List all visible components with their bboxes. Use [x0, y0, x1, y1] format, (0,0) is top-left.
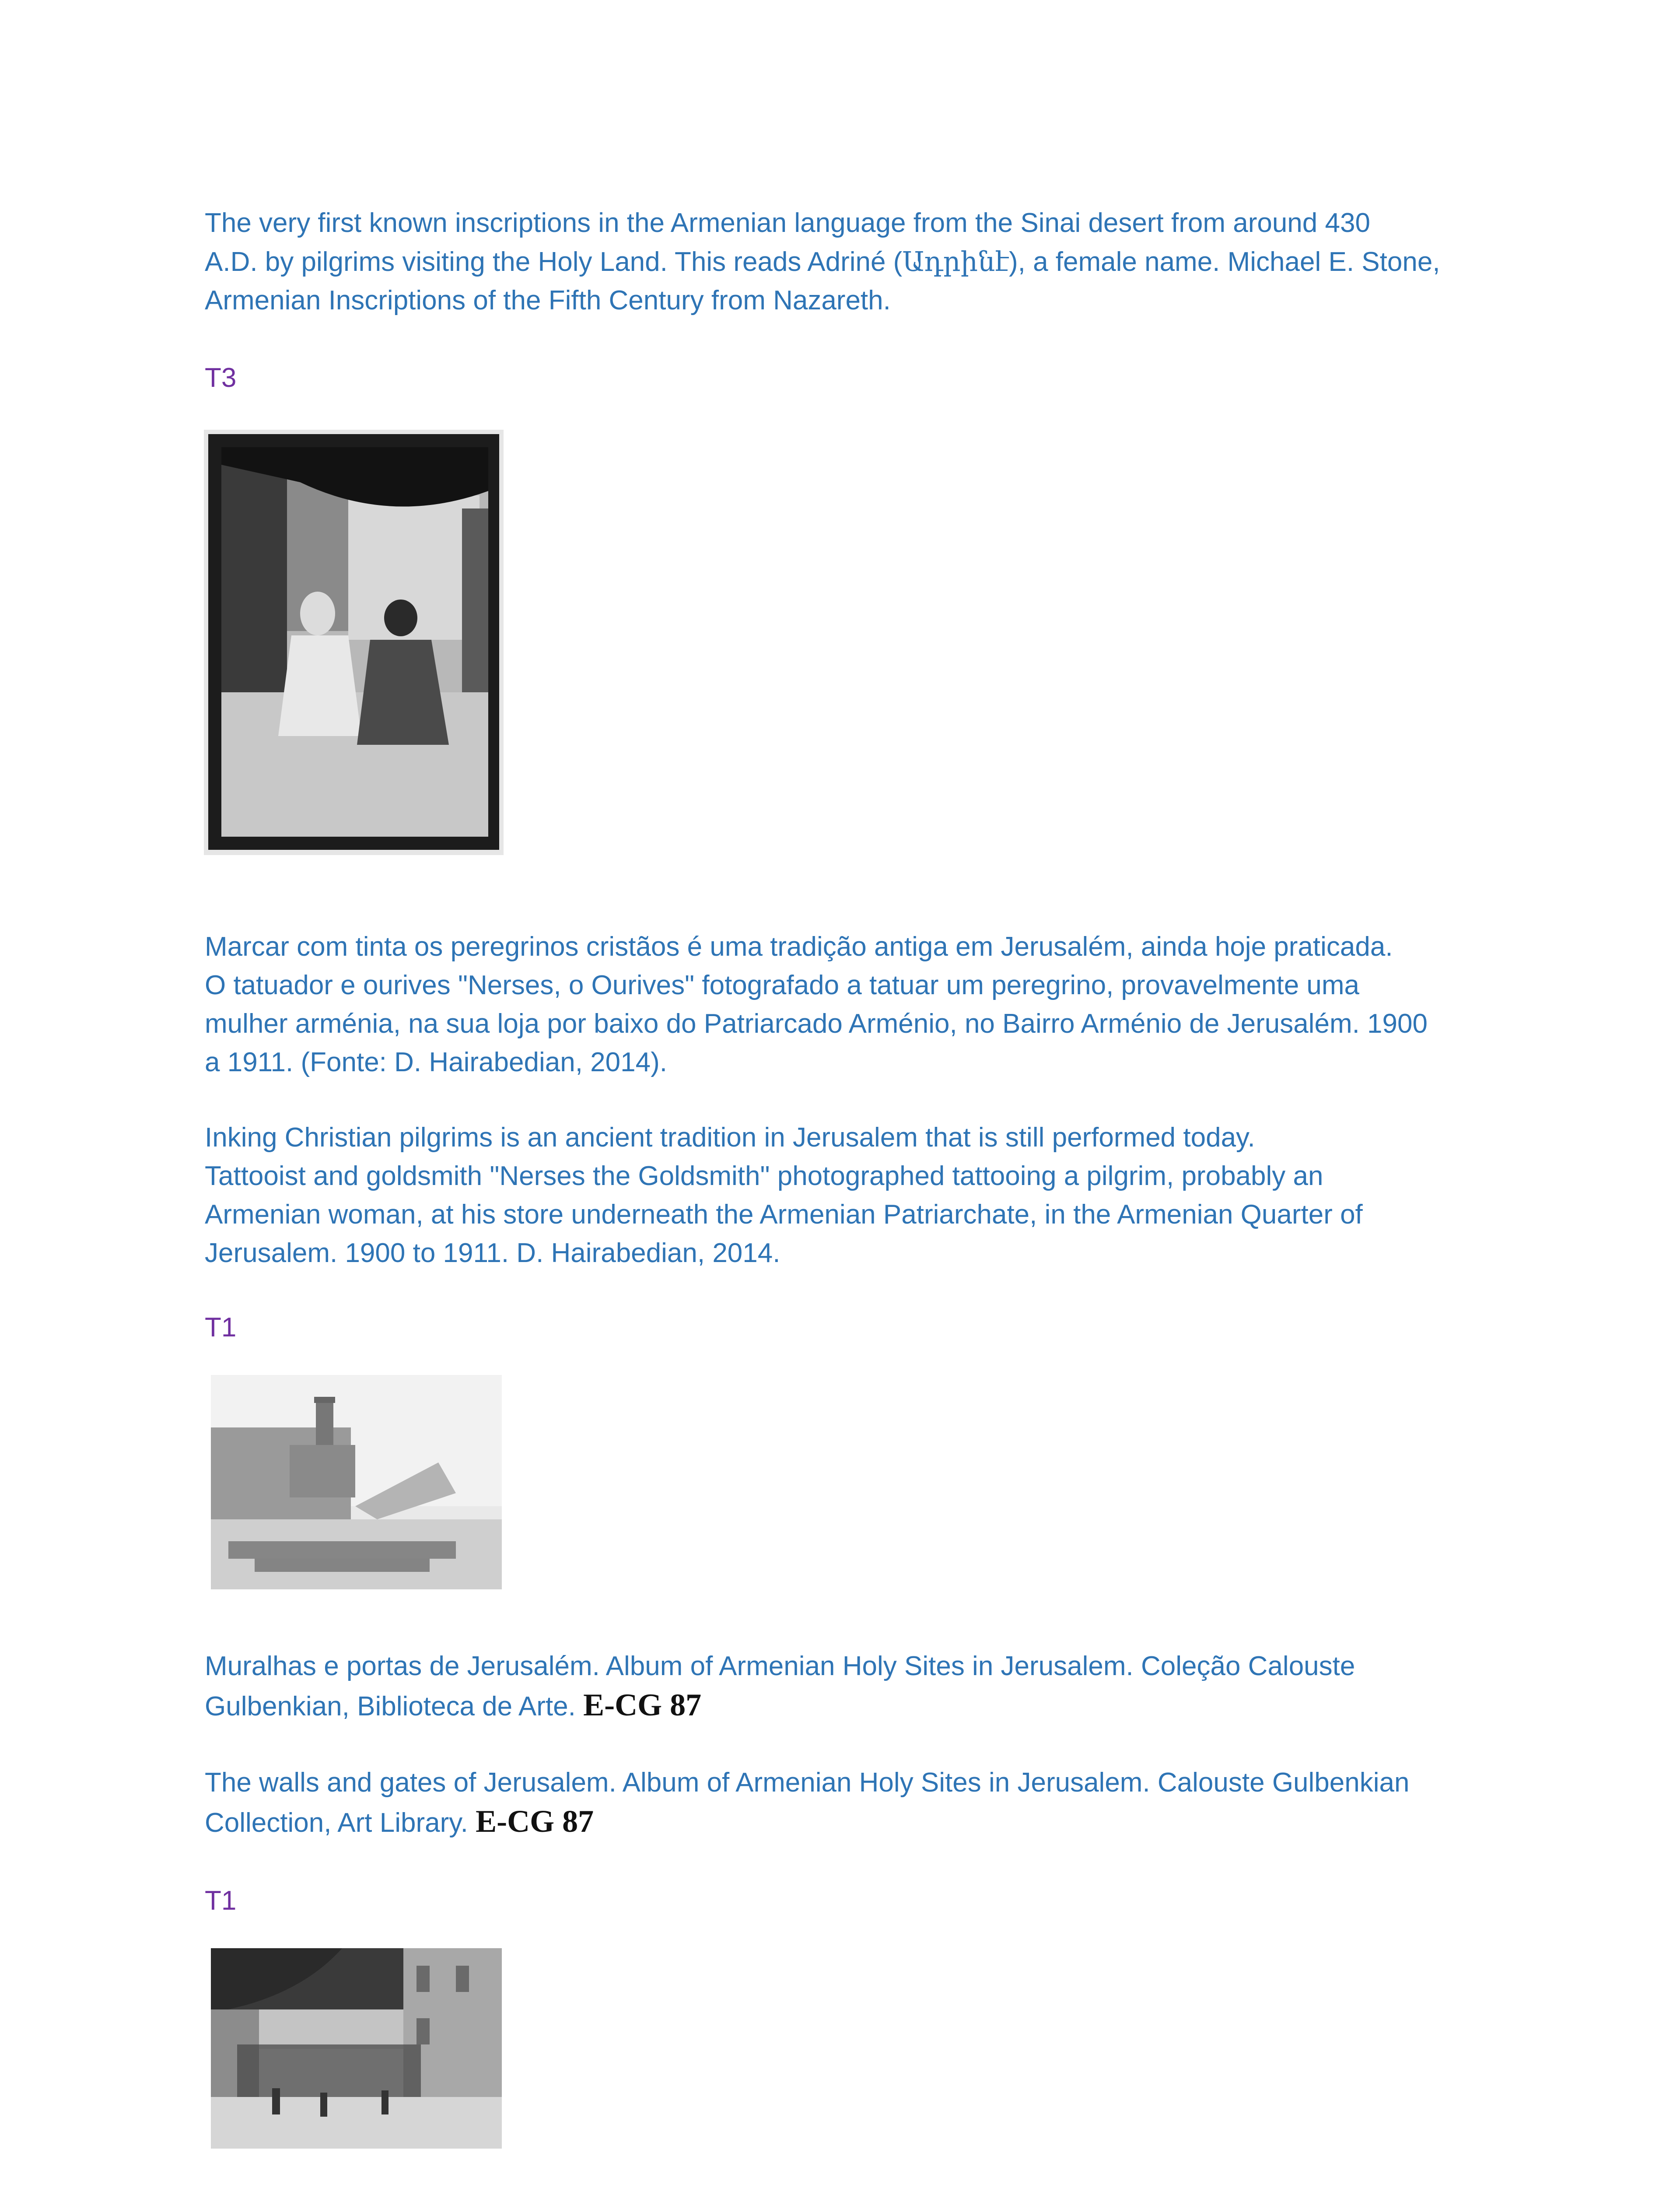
- text-line: Marcar com tinta os peregrinos cristãos é uma tradição antiga em Jerusalém, ainda hoje praticada.: [205, 932, 1393, 962]
- text-line: The very first known inscriptions in the Armenian language from the Sinai desert from around 430: [205, 208, 1370, 238]
- text-line: Tattooist and goldsmith "Nerses the Goldsmith" photographed tattooing a pilgrim, probably an: [205, 1161, 1323, 1191]
- jerusalem-walls-photo: [211, 1375, 502, 1589]
- text-fragment: Gulbenkian, Biblioteca de Arte.: [205, 1691, 584, 1722]
- section-tag-t3: T3: [205, 363, 237, 393]
- text-line: The walls and gates of Jerusalem. Album of Armenian Holy Sites in Jerusalem. Calouste Gulbenkian: [205, 1767, 1410, 1798]
- text-line: mulher arménia, na sua loja por baixo do Patriarcado Arménio, no Bairro Arménio de Jerusalém. 1900: [205, 1009, 1428, 1039]
- walls-caption-english: [205, 1764, 1500, 1842]
- catalog-code: E-CG 87: [583, 1687, 702, 1722]
- text-line: Armenian Inscriptions of the Fifth Century from Nazareth.: [205, 285, 891, 316]
- text-line: Muralhas e portas de Jerusalém. Album of Armenian Holy Sites in Jerusalem. Coleção Calouste: [205, 1651, 1355, 1681]
- tattoo-caption-portuguese: [205, 928, 1500, 1082]
- text-line: Inking Christian pilgrims is an ancient tradition in Jerusalem that is still performed today.: [205, 1122, 1255, 1153]
- text-line: [205, 1686, 1500, 1726]
- text-fragment: A.D. by pilgrims visiting the Holy Land. This reads Adriné (: [205, 247, 903, 277]
- text-line: [205, 1802, 1500, 1842]
- tattooist-photo: [204, 430, 504, 855]
- text-fragment: ), a female name. Michael E. Stone,: [1008, 247, 1440, 277]
- section-tag-t1: T1: [205, 1886, 237, 1916]
- text-line: a 1911. (Fonte: D. Hairabedian, 2014).: [205, 1047, 667, 1077]
- walls-caption-portuguese: [205, 1647, 1500, 1726]
- text-line: O tatuador e ourives "Nerses, o Ourives" fotografado a tatuar um peregrino, provavelmente uma: [205, 970, 1360, 1000]
- jerusalem-street-photo: [211, 1948, 502, 2149]
- text-line: [205, 242, 1500, 281]
- sinai-inscription-paragraph: [205, 204, 1500, 320]
- armenian-name: Ադրինէ: [902, 245, 1009, 277]
- tattoo-caption-english: [205, 1119, 1500, 1273]
- text-fragment: Collection, Art Library.: [205, 1808, 476, 1838]
- section-tag-t1: T1: [205, 1312, 237, 1343]
- text-line: Jerusalem. 1900 to 1911. D. Hairabedian, 2014.: [205, 1238, 780, 1268]
- catalog-code: E-CG 87: [476, 1804, 594, 1839]
- text-line: Armenian woman, at his store underneath the Armenian Patriarchate, in the Armenian Quarter of: [205, 1199, 1363, 1230]
